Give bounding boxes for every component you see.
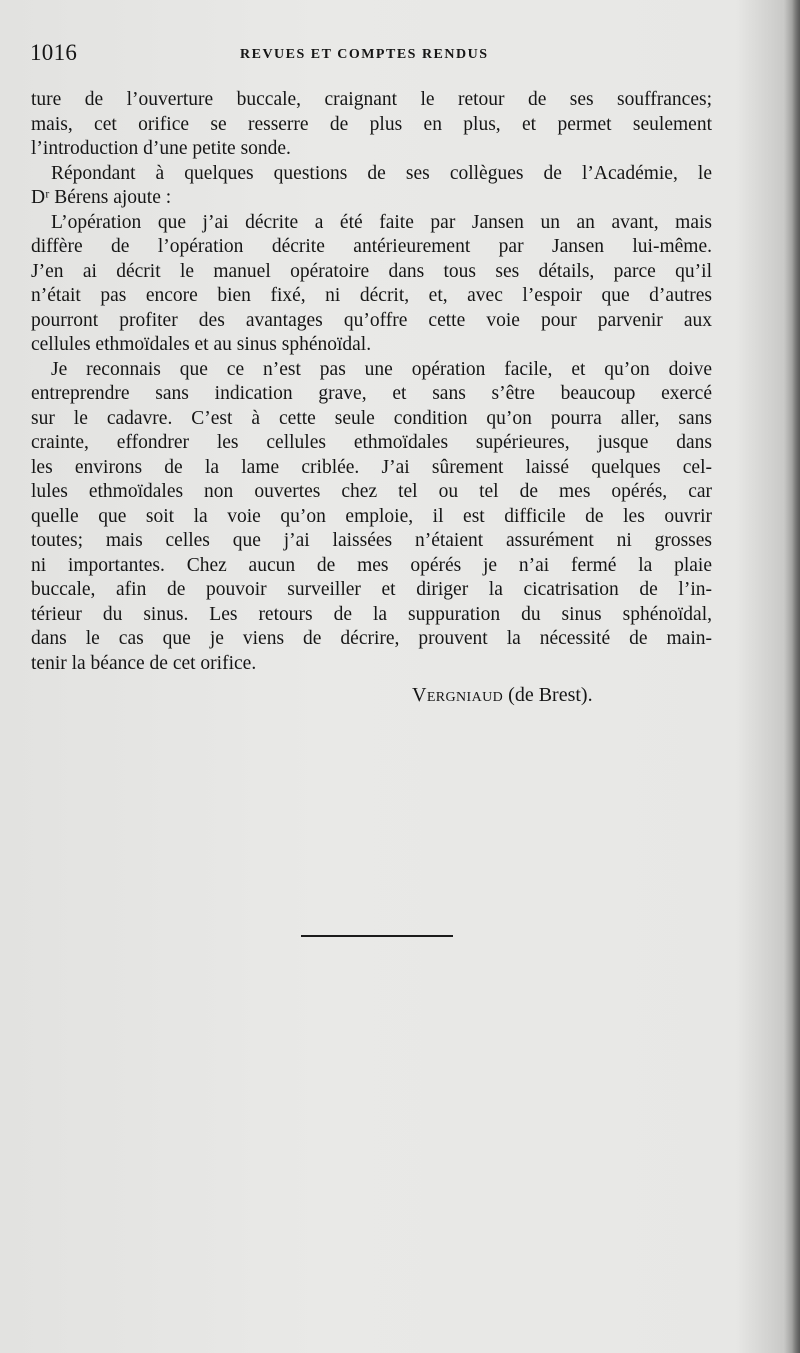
text-line: buccale, afin de pouvoir surveiller et diriger la cicatrisation de l’in- (31, 579, 712, 600)
text-line: diffère de l’opération décrite antérieurement par Jansen lui-même. (31, 236, 712, 257)
author-signature (412, 684, 593, 707)
running-title: REVUES ET COMPTES RENDUS (240, 47, 489, 62)
text-line: entreprendre sans indication grave, et sans s’être beaucoup exercé (31, 383, 712, 404)
text-line: Dʳ Bérens ajoute : (31, 187, 172, 208)
text-line: ture de l’ouverture buccale, craignant le retour de ses souffrances; (31, 89, 712, 110)
text-line: térieur du sinus. Les retours de la suppuration du sinus sphénoïdal, (31, 603, 712, 625)
page-edge-shadow (792, 0, 800, 1353)
page-number: 1016 (30, 40, 78, 65)
text-line: l’introduction d’une petite sonde. (31, 138, 291, 159)
text-line: Répondant à quelques questions de ses collègues de l’Académie, le (51, 162, 712, 184)
text-line: tenir la béance de cet orifice. (31, 652, 257, 674)
body-text (31, 88, 712, 676)
text-line: toutes; mais celles que j’ai laissées n’étaient assurément ni grosses (31, 530, 712, 551)
text-line: crainte, effondrer les cellules ethmoïdales supérieures, jusque dans (31, 432, 712, 453)
text-line: Je reconnais que ce n’est pas une opération facile, et qu’on doive (51, 358, 712, 380)
text-line: dans le cas que je viens de décrire, prouvent la nécessité de main- (31, 628, 712, 649)
text-line: cellules ethmoïdales et au sinus sphénoïdal. (31, 334, 372, 355)
text-line: quelle que soit la voie qu’on emploie, il est difficile de les ouvrir (31, 505, 712, 527)
text-line: L’opération que j’ai décrite a été faite par Jansen un an avant, mais (51, 211, 712, 233)
text-line: lules ethmoïdales non ouvertes chez tel ou tel de mes opérés, car (31, 481, 712, 502)
text-line: ni importantes. Chez aucun de mes opérés je n’ai fermé la plaie (31, 554, 712, 576)
section-end-rule (301, 935, 453, 937)
text-line: J’en ai décrit le manuel opératoire dans tous ses détails, parce qu’il (31, 260, 712, 282)
text-line: les environs de la lame criblée. J’ai sûrement laissé quelques cel- (31, 456, 712, 478)
running-header (30, 40, 720, 74)
text-line: n’était pas encore bien fixé, ni décrit, et, avec l’espoir que d’autres (31, 285, 712, 306)
author-name: Vergniaud (412, 684, 504, 706)
text-line: pourront profiter des avantages qu’offre cette voie pour parvenir aux (31, 309, 712, 331)
text-line: mais, cet orifice se resserre de plus en plus, et permet seulement (31, 113, 712, 135)
text-line: sur le cadavre. C’est à cette seule condition qu’on pourra aller, sans (31, 407, 712, 429)
author-place: (de Brest). (508, 684, 593, 706)
